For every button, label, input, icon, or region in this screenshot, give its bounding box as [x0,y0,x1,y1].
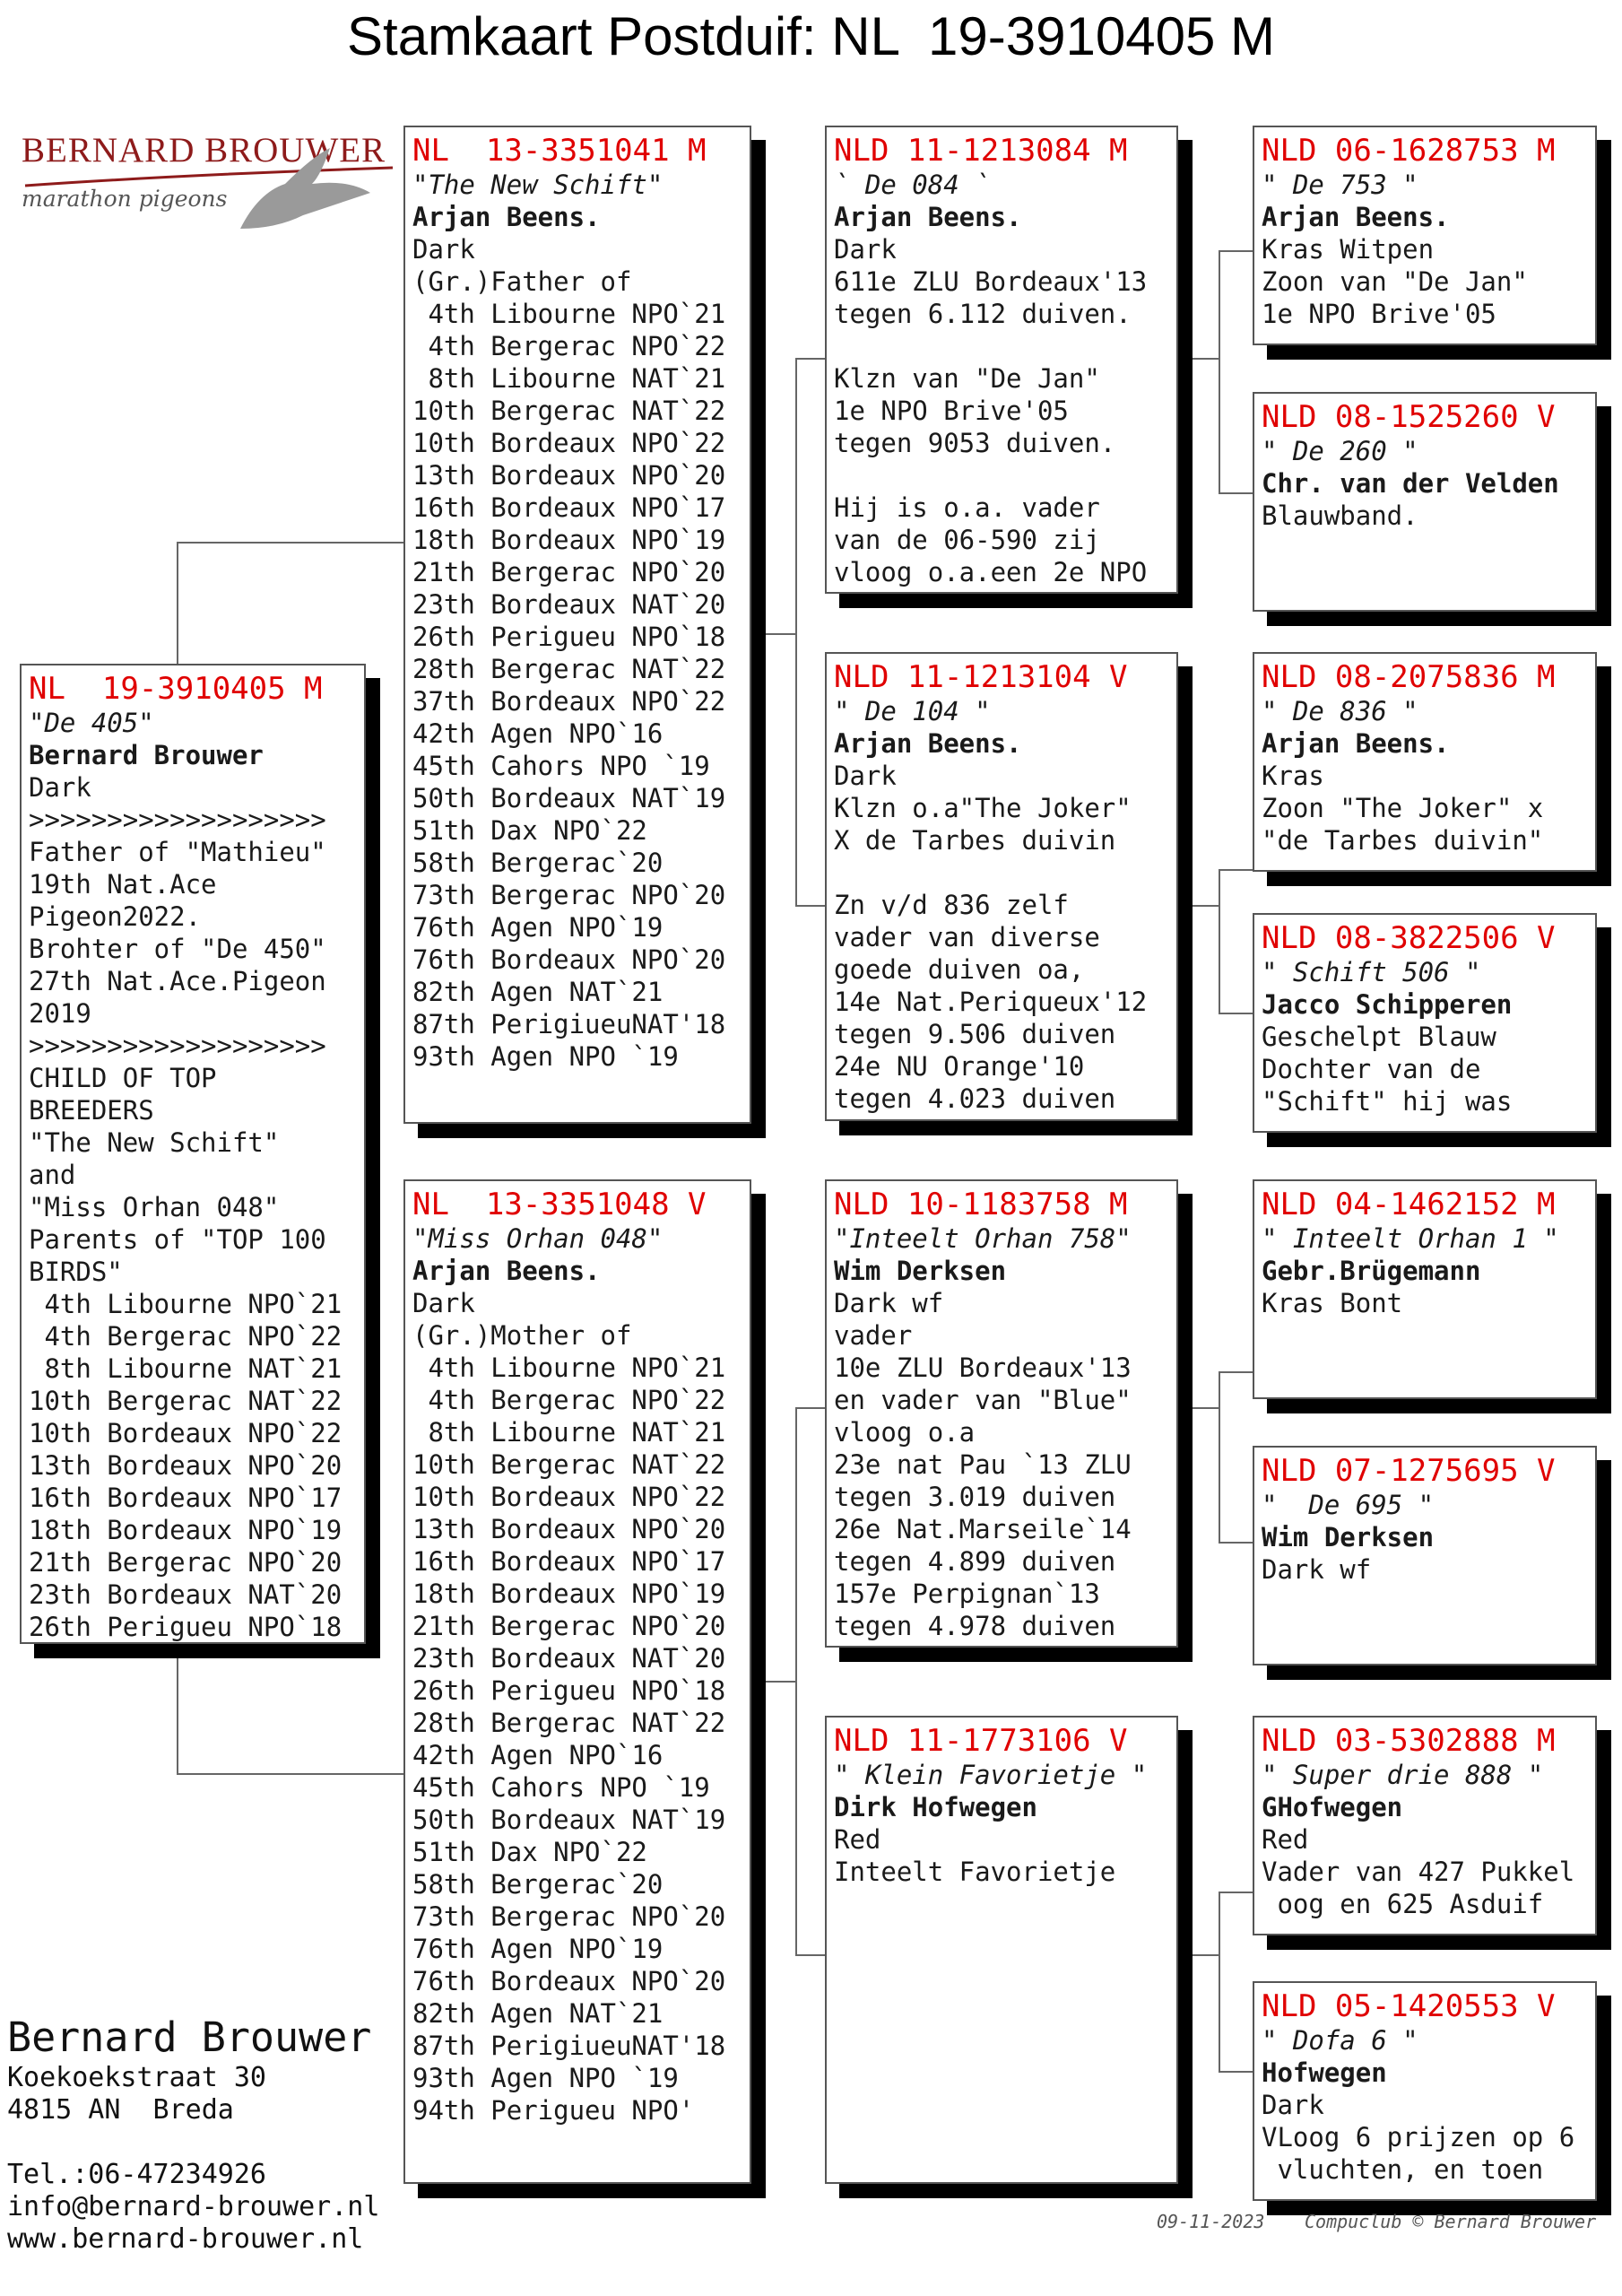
detail-line: 24e NU Orange'10 [834,1051,1085,1082]
pigeon-name: " De 260 " [1262,436,1418,466]
detail-line: 94th Perigueu NPO' [412,2095,695,2126]
pigeon-name: ` De 084 ` [834,170,991,200]
detail-line: Dark [412,1288,475,1318]
detail-line: Geschelpt Blauw [1262,1022,1496,1052]
pigeon-name: "De 405" [29,708,154,738]
detail-line: 19th Nat.Ace [29,869,217,900]
footer-date: 09-11-2023 [1157,2211,1265,2232]
breeder-name: Chr. van der Velden [1262,468,1559,499]
detail-line: tegen 4.978 duiven [834,1611,1116,1641]
detail-line: Inteelt Favorietje [834,1857,1116,1887]
detail-line: 16th Bordeaux NPO`17 [412,1546,726,1577]
pigeon-name: " De 695 " [1262,1490,1435,1520]
detail-line: 10th Bordeaux NPO`22 [412,1482,726,1512]
logo-brand: BERNARD BROUWER [22,131,386,170]
detail-line: 10th Bergerac NAT`22 [29,1386,343,1416]
pigeon-name: " Dofa 6 " [1262,2025,1418,2056]
detail-line: "The New Schift" [29,1127,280,1158]
detail-line: 4th Bergerac NPO`22 [29,1321,343,1352]
pigeon-name: " Inteelt Orhan 1 " [1262,1223,1559,1254]
detail-line: Red [834,1824,881,1855]
detail-line: BREEDERS [29,1095,154,1126]
pigeon-card-mother[interactable] [403,1179,751,2184]
detail-line: tegen 3.019 duiven [834,1482,1116,1512]
owner-name: Bernard Brouwer [7,2013,372,2061]
ring-number: NL 13-3351041 M [412,133,707,169]
detail-line: >>>>>>>>>>>>>>>>>>> [29,1031,326,1061]
detail-line: van de 06-590 zij [834,525,1100,555]
breeder-name: GHofwegen [1262,1792,1403,1822]
detail-line: vloog o.a [834,1417,976,1448]
breeder-name: Arjan Beens. [412,202,601,232]
owner-contact-block [7,2013,379,2256]
breeder-name: Arjan Beens. [1262,728,1450,759]
detail-line: 18th Bordeaux NPO`19 [412,1578,726,1609]
detail-line: Kras Bont [1262,1288,1403,1318]
detail-line: Klzn van "De Jan" [834,363,1100,394]
detail-line: 4th Bergerac NPO`22 [412,331,726,361]
detail-line: 18th Bordeaux NPO`19 [29,1515,343,1545]
detail-line: 51th Dax NPO`22 [412,1837,647,1867]
ring-number: NLD 06-1628753 M [1262,133,1556,169]
detail-line: 10e ZLU Bordeaux'13 [834,1352,1132,1383]
detail-line: "de Tarbes duivin" [1262,825,1544,856]
detail-line: 58th Bergerac`20 [412,848,664,878]
detail-line: 37th Bordeaux NPO`22 [412,686,726,717]
detail-line: 76th Bordeaux NPO`20 [412,944,726,975]
detail-line: vader van diverse [834,922,1100,952]
detail-line: "Miss Orhan 048" [29,1192,280,1222]
detail-line: 26th Perigueu NPO`18 [29,1612,343,1642]
ring-number: NLD 11-1213104 V [834,659,1128,695]
pigeon-name: " Super drie 888 " [1262,1760,1544,1790]
detail-line [834,330,1169,362]
detail-line: tegen 6.112 duiven. [834,299,1132,329]
owner-phone: Tel.:06-47234926 [7,2159,266,2190]
ring-number: NLD 08-2075836 M [1262,659,1556,695]
detail-line: X de Tarbes duivin [834,825,1116,856]
detail-line: (Gr.)Mother of [412,1320,632,1351]
pigeon-card-ffm[interactable] [1253,392,1597,612]
owner-address-city: 4815 AN Breda [7,2094,234,2126]
detail-line: 23th Bordeaux NAT`20 [29,1579,343,1610]
pigeon-card-fmm[interactable] [1253,913,1597,1133]
breeder-name: Wim Derksen [1262,1522,1435,1552]
detail-line: BIRDS" [29,1257,123,1287]
pigeon-card-subject[interactable] [20,664,366,1644]
breeder-name: Arjan Beens. [834,728,1022,759]
detail-line: 157e Perpignan`13 [834,1578,1100,1609]
breeder-name: Arjan Beens. [1262,202,1450,232]
detail-line: Zn v/d 836 zelf [834,890,1069,920]
detail-line: 45th Cahors NPO `19 [412,1772,710,1803]
detail-line: 8th Libourne NAT`21 [29,1353,343,1384]
detail-line: "Schift" hij was [1262,1086,1513,1117]
detail-line: 23th Bordeaux NAT`20 [412,1643,726,1674]
detail-line: Red [1262,1824,1309,1855]
breeder-name: Jacco Schipperen [1262,989,1513,1020]
detail-line: goede duiven oa, [834,954,1085,985]
pigeon-name: " Klein Favorietje " [834,1760,1148,1790]
detail-line: and [29,1160,76,1190]
detail-line: Dark [29,772,91,803]
detail-line: 76th Agen NPO`19 [412,912,664,943]
detail-line: 1e NPO Brive'05 [1262,299,1496,329]
pigeon-name: " De 836 " [1262,696,1418,726]
detail-line: 1e NPO Brive'05 [834,396,1069,426]
detail-line: 10th Bergerac NAT`22 [412,396,726,426]
detail-line: Dark [1262,2090,1324,2120]
detail-line: 93th Agen NPO `19 [412,1041,679,1072]
ring-number: NLD 07-1275695 V [1262,1453,1556,1489]
breeder-name: Dirk Hofwegen [834,1792,1037,1822]
owner-email-link[interactable]: info@bernard-brouwer.nl [7,2191,380,2222]
logo-subtitle: marathon pigeons [22,186,228,212]
detail-line: 50th Bordeaux NAT`19 [412,783,726,813]
detail-line: 45th Cahors NPO `19 [412,751,710,781]
owner-spacer [7,2126,379,2159]
detail-line: 28th Bergerac NAT`22 [412,654,726,684]
detail-line: 73th Bergerac NPO`20 [412,880,726,910]
detail-line: Pigeon2022. [29,901,202,932]
pigeon-card-mother-mother[interactable] [825,1716,1178,2184]
detail-line: Hij is o.a. vader [834,492,1100,523]
breeder-name: Wim Derksen [834,1256,1007,1286]
detail-line: 13th Bordeaux NPO`20 [29,1450,343,1481]
detail-line: 14e Nat.Periqueux'12 [834,987,1148,1017]
detail-line: Dark wf [1262,1554,1372,1585]
detail-line: Dochter van de [1262,1054,1481,1084]
page-title: Stamkaart Postduif: NL 19-3910405 M [347,6,1275,66]
detail-line: 42th Agen NPO`16 [412,1740,664,1770]
detail-line: Blauwband. [1262,500,1418,531]
breeder-name: Gebr.Brügemann [1262,1256,1481,1286]
pigeon-card-mff[interactable] [1253,1179,1597,1399]
detail-line: Brohter of "De 450" [29,934,326,964]
detail-line: 82th Agen NAT`21 [412,1998,664,2029]
detail-line: 58th Bergerac`20 [412,1869,664,1900]
detail-line: 26th Perigueu NPO`18 [412,1675,726,1706]
detail-line: 73th Bergerac NPO`20 [412,1901,726,1932]
pigeon-card-mmf[interactable] [1253,1716,1597,1935]
pigeon-name: " Schift 506 " [1262,957,1481,987]
detail-line: 87th PerigiueuNAT'18 [412,1009,726,1039]
detail-line: 13th Bordeaux NPO`20 [412,460,726,491]
pigeon-name: "Inteelt Orhan 758" [834,1223,1132,1254]
detail-line: 21th Bergerac NPO`20 [29,1547,343,1578]
detail-line: 13th Bordeaux NPO`20 [412,1514,726,1544]
pigeon-name: "Miss Orhan 048" [412,1223,664,1254]
breeder-name: Hofwegen [1262,2057,1387,2088]
detail-line: 4th Libourne NPO`21 [412,1352,726,1383]
detail-line: 82th Agen NAT`21 [412,977,664,1007]
detail-line: 23e nat Pau `13 ZLU [834,1449,1132,1480]
detail-line: Zoon van "De Jan" [1262,266,1528,297]
ring-number: NLD 11-1773106 V [834,1723,1128,1759]
detail-line: tegen 4.899 duiven [834,1546,1116,1577]
detail-line: Father of "Mathieu" [29,837,326,867]
detail-line: 21th Bergerac NPO`20 [412,557,726,587]
detail-line: Kras Witpen [1262,234,1435,265]
detail-line: 4th Libourne NPO`21 [412,299,726,329]
detail-line: 93th Agen NPO `19 [412,2063,679,2093]
pigeon-card-mother-father[interactable] [825,1179,1178,1648]
pigeon-card-father-mother[interactable] [825,652,1178,1121]
detail-line: 18th Bordeaux NPO`19 [412,525,726,555]
detail-line: Kras [1262,761,1324,791]
detail-line: CHILD OF TOP [29,1063,217,1093]
pigeon-card-fmf[interactable] [1253,652,1597,872]
detail-line: 21th Bergerac NPO`20 [412,1611,726,1641]
detail-line: Zoon "The Joker" x [1262,793,1544,823]
detail-line: 50th Bordeaux NAT`19 [412,1805,726,1835]
ring-number: NLD 10-1183758 M [834,1187,1128,1222]
detail-line: Dark wf [834,1288,944,1318]
detail-line: >>>>>>>>>>>>>>>>>>> [29,804,326,835]
detail-line: Dark [412,234,475,265]
detail-line: 26e Nat.Marseile`14 [834,1514,1132,1544]
footer-copyright: Compuclub © Bernard Brouwer [1305,2211,1597,2232]
detail-line: vloog o.a.een 2e NPO [834,557,1148,587]
detail-line: tegen 9.506 duiven [834,1019,1116,1049]
detail-line: 8th Libourne NAT`21 [412,1417,726,1448]
detail-line: 42th Agen NPO`16 [412,718,664,749]
detail-line: 28th Bergerac NAT`22 [412,1708,726,1738]
detail-line: 10th Bordeaux NPO`22 [29,1418,343,1448]
detail-line: 8th Libourne NAT`21 [412,363,726,394]
owner-website-link[interactable]: www.bernard-brouwer.nl [7,2223,364,2255]
pigeon-name: "The New Schift" [412,170,664,200]
detail-line: 26th Perigueu NPO`18 [412,622,726,652]
detail-line: oog en 625 Asduif [1262,1889,1544,1919]
pigeon-card-fff[interactable] [1253,126,1597,345]
detail-line: 10th Bergerac NAT`22 [412,1449,726,1480]
ring-number: NLD 08-1525260 V [1262,399,1556,435]
ring-number: NLD 05-1420553 V [1262,1988,1556,2024]
detail-line: tegen 4.023 duiven [834,1083,1116,1114]
detail-line: Klzn o.a"The Joker" [834,793,1132,823]
pigeon-name: " De 104 " [834,696,991,726]
ring-number: NL 19-3910405 M [29,671,323,707]
detail-line [834,857,1169,889]
detail-line: (Gr.)Father of [412,266,632,297]
detail-line: 16th Bordeaux NPO`17 [412,492,726,523]
detail-line: vluchten, en toen [1262,2154,1544,2185]
pigeon-card-mfm[interactable] [1253,1446,1597,1665]
detail-line: 76th Bordeaux NPO`20 [412,1966,726,1996]
breeder-name: Arjan Beens. [834,202,1022,232]
pigeon-card-mmm[interactable] [1253,1981,1597,2201]
detail-line: 23th Bordeaux NAT`20 [412,589,726,620]
detail-line: Parents of "TOP 100 [29,1224,326,1255]
detail-line [834,459,1169,491]
breeder-name: Arjan Beens. [412,1256,601,1286]
detail-line: 4th Libourne NPO`21 [29,1289,343,1319]
ring-number: NLD 11-1213084 M [834,133,1128,169]
detail-line: 16th Bordeaux NPO`17 [29,1483,343,1513]
detail-line: 4th Bergerac NPO`22 [412,1385,726,1415]
breeder-name: Bernard Brouwer [29,740,264,770]
ring-number: NL 13-3351048 V [412,1187,707,1222]
detail-line: tegen 9053 duiven. [834,428,1116,458]
detail-line: vader [834,1320,913,1351]
pigeon-card-father[interactable] [403,126,751,1124]
detail-line: 611e ZLU Bordeaux'13 [834,266,1148,297]
detail-line: 51th Dax NPO`22 [412,815,647,846]
detail-line: 87th PerigiueuNAT'18 [412,2031,726,2061]
detail-line: Vader van 427 Pukkel [1262,1857,1575,1887]
detail-line: VLoog 6 prijzen op 6 [1262,2122,1575,2152]
detail-line: Dark [834,761,897,791]
ring-number: NLD 03-5302888 M [1262,1723,1556,1759]
detail-line: 76th Agen NPO`19 [412,1934,664,1964]
detail-line: 27th Nat.Ace.Pigeon [29,966,326,996]
detail-line: en vader van "Blue" [834,1385,1132,1415]
pigeon-card-father-father[interactable] [825,126,1178,594]
pigeon-name: " De 753 " [1262,170,1418,200]
ring-number: NLD 08-3822506 V [1262,920,1556,956]
detail-line: Dark [834,234,897,265]
ring-number: NLD 04-1462152 M [1262,1187,1556,1222]
detail-line: 10th Bordeaux NPO`22 [412,428,726,458]
owner-address-street: Koekoekstraat 30 [7,2062,266,2093]
detail-line: 2019 [29,998,91,1029]
